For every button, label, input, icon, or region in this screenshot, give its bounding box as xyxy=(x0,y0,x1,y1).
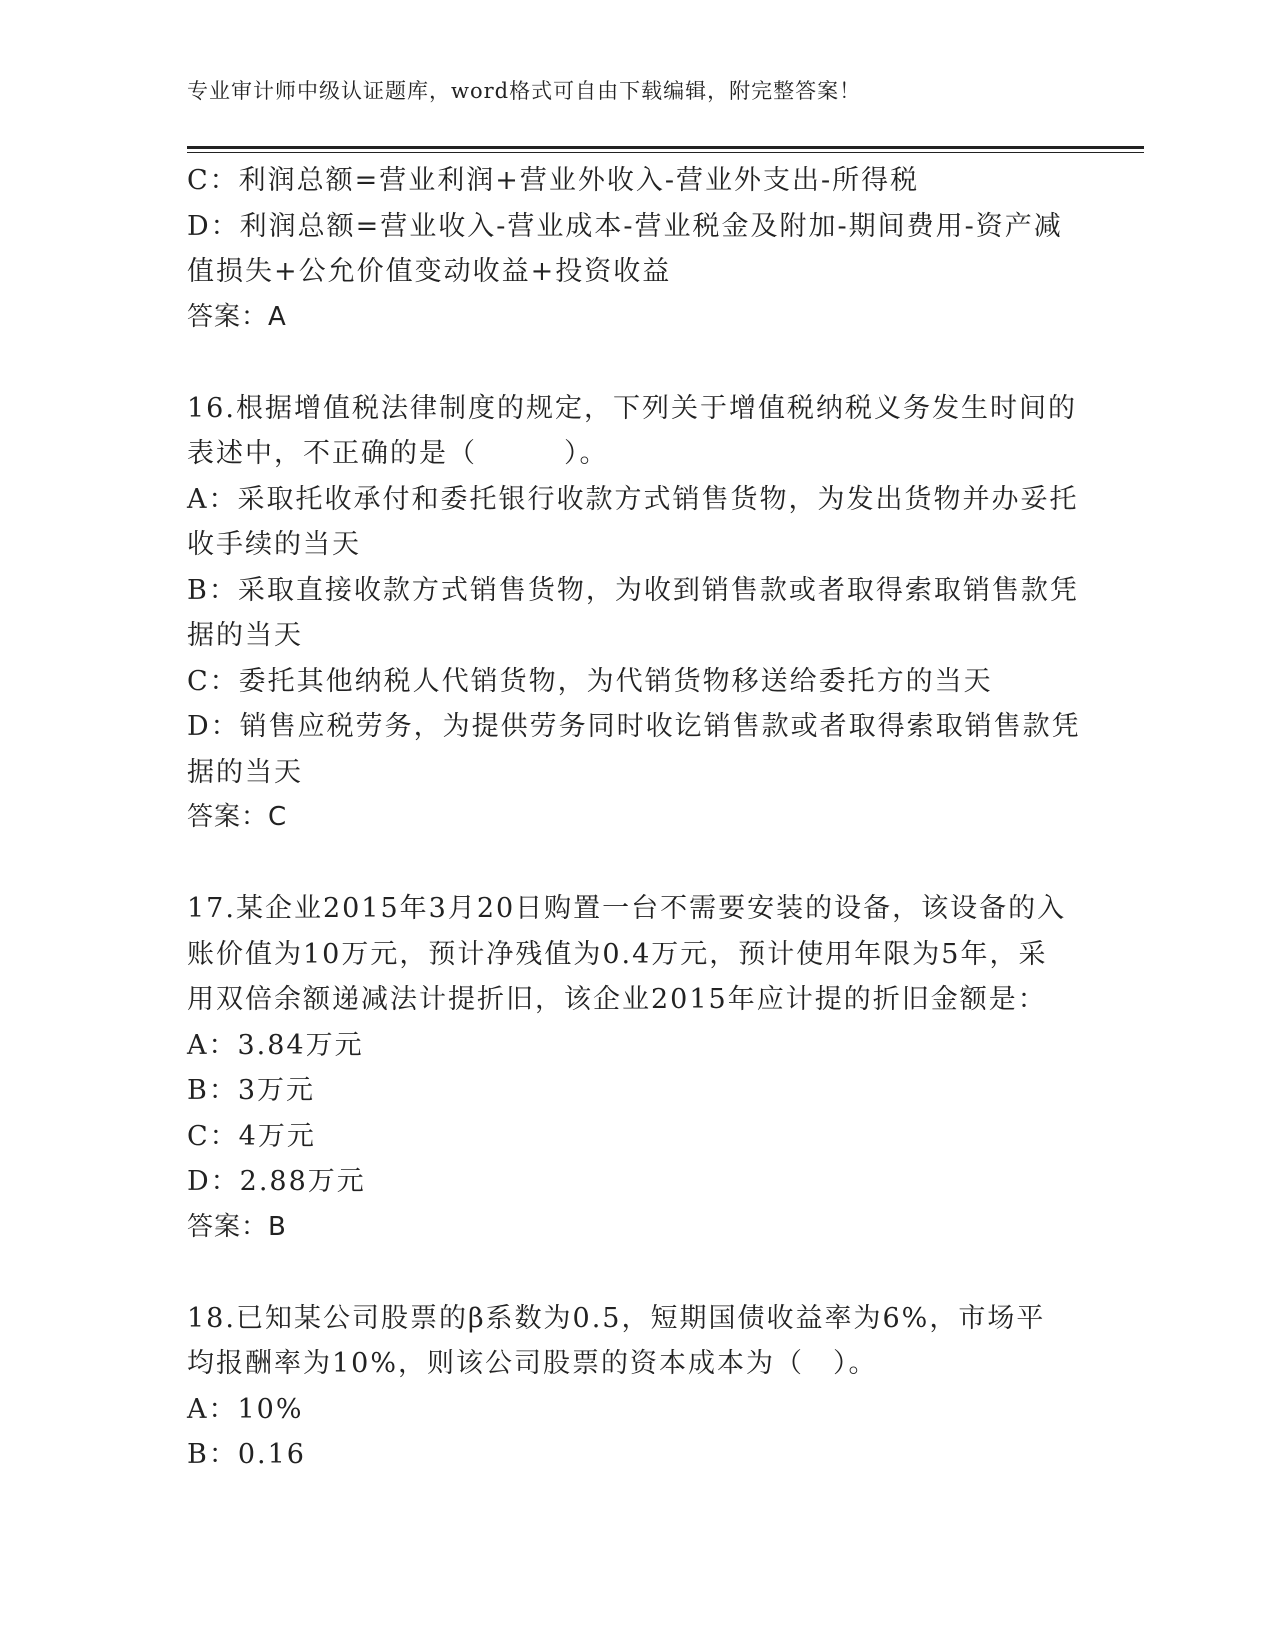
q16-option-c: C：委托其他纳税人代销货物，为代销货物移送给委托方的当天 xyxy=(187,665,993,697)
q16-stem-line1: 16.根据增值税法律制度的规定，下列关于增值税纳税义务发生时间的 xyxy=(187,392,1077,424)
spacer xyxy=(187,340,1087,386)
q17-answer: 答案：B xyxy=(187,1211,287,1242)
page-header: 专业审计师中级认证题库，word格式可自由下载编辑，附完整答案！ xyxy=(187,79,862,103)
q17-stem-line1: 17.某企业2015年3月20日购置一台不需要安装的设备，该设备的入 xyxy=(187,893,1067,924)
header-rule-thin xyxy=(187,152,1144,153)
q15-option-d-line2: 值损失+公允价值变动收益+投资收益 xyxy=(187,256,672,287)
q16-option-d-line1: D：销售应税劳务，为提供劳务同时收讫销售款或者取得索取销售款凭 xyxy=(187,711,1081,742)
q16-stem-line2: 表述中，不正确的是（ ）。 xyxy=(187,438,609,469)
q16-option-d-line2: 据的当天 xyxy=(187,756,303,788)
spacer xyxy=(187,1250,1087,1296)
q15-option-d-line1: D：利润总额=营业收入-营业成本-营业税金及附加-期间费用-资产减 xyxy=(187,210,1063,242)
q18-option-b: B：0.16 xyxy=(187,1439,306,1470)
q18-option-a: A：10% xyxy=(187,1393,304,1425)
q16-option-b-line2: 据的当天 xyxy=(187,620,303,651)
q16-option-b-line1: B：采取直接收款方式销售货物，为收到销售款或者取得索取销售款凭 xyxy=(187,574,1079,606)
q17-option-d: D：2.88万元 xyxy=(187,1166,366,1197)
q15-answer: 答案：A xyxy=(187,301,287,332)
q17-stem-line2: 账价值为10万元，预计净残值为0.4万元，预计使用年限为5年，采 xyxy=(187,938,1048,970)
spacer xyxy=(187,841,1087,887)
q17-option-c: C：4万元 xyxy=(187,1120,316,1152)
q15-option-c: C：利润总额=营业利润+营业外收入-营业外支出-所得税 xyxy=(187,165,920,196)
q18-stem-line1: 18.已知某公司股票的β系数为0.5，短期国债收益率为6%，市场平 xyxy=(187,1302,1046,1334)
q17-option-b: B：3万元 xyxy=(187,1075,316,1106)
header-rule-thick xyxy=(187,146,1144,149)
q18-stem-line2: 均报酬率为10%，则该公司股票的资本成本为（ ）。 xyxy=(187,1348,878,1379)
document-body xyxy=(187,158,1087,1478)
q16-option-a-line2: 收手续的当天 xyxy=(187,529,361,560)
q16-answer: 答案：C xyxy=(187,802,288,832)
q17-stem-line3: 用双倍余额递减法计提折旧，该企业2015年应计提的折旧金额是： xyxy=(187,984,1047,1015)
q16-option-a-line1: A：采取托收承付和委托银行收款方式销售货物，为发出货物并办妥托 xyxy=(187,483,1079,515)
q17-option-a: A：3.84万元 xyxy=(187,1029,364,1061)
